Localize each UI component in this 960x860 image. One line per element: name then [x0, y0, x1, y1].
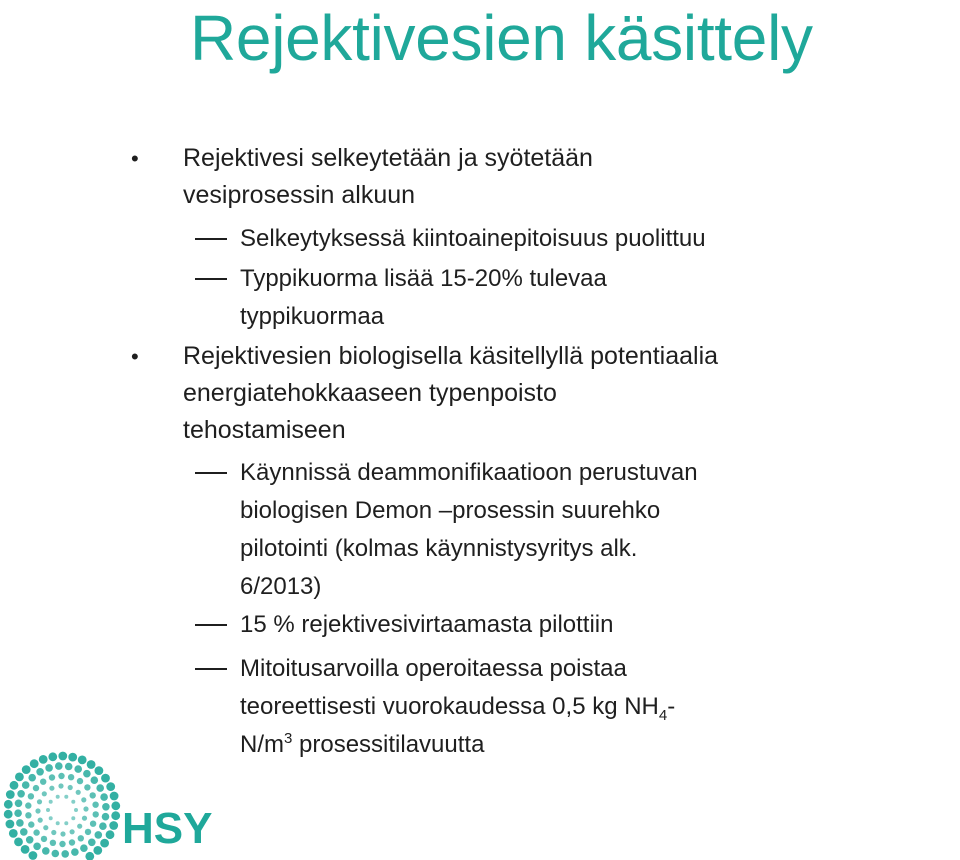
logo-dot — [95, 831, 103, 839]
logo-dot — [45, 764, 53, 772]
logo-dot — [61, 850, 69, 858]
logo-dot — [56, 795, 60, 799]
logo-dot — [52, 850, 60, 858]
dash-marker — [195, 278, 227, 280]
logo-dot — [65, 763, 73, 771]
logo-dot — [42, 847, 50, 855]
logo-dot — [9, 829, 18, 838]
logo-dot — [60, 831, 65, 836]
logo-dot — [55, 762, 63, 770]
logo-dot — [109, 821, 118, 830]
logo-dot — [78, 835, 84, 841]
bullet-item — [131, 140, 593, 214]
text-fragment: N/m — [240, 731, 284, 758]
logo-dot — [82, 816, 87, 821]
dash-marker — [195, 668, 227, 670]
logo-dot — [81, 797, 86, 802]
logo-dot — [64, 795, 68, 799]
logo-dot — [58, 783, 63, 788]
sub-bullet-item — [240, 260, 607, 336]
logo-dot — [83, 806, 88, 811]
logo-dot — [49, 774, 55, 780]
text-fragment: prosessitilavuutta — [292, 731, 485, 758]
logo-dot — [38, 818, 43, 823]
superscript: 3 — [284, 730, 293, 747]
logo-dot — [41, 836, 47, 842]
logo-dot — [69, 839, 75, 845]
bullet-line: Rejektivesien biologisella käsitellyllä potentiaalia — [183, 342, 719, 370]
logo-dot — [25, 812, 31, 818]
logo-dot — [10, 781, 19, 790]
sub-bullet-line: typpikuormaa — [240, 303, 385, 330]
logo-dot — [95, 766, 104, 775]
dash-marker — [195, 238, 227, 240]
logo-dot — [43, 825, 48, 830]
logo-dot — [91, 776, 99, 784]
logo-dot — [64, 821, 68, 825]
logo-dot — [74, 808, 78, 812]
logo-dot — [56, 821, 60, 825]
logo-dot — [88, 839, 96, 847]
text-fragment: teoreettisesti vuorokaudessa 0,5 kg NH — [240, 693, 659, 720]
logo-dot — [100, 839, 109, 848]
logo-dot — [106, 830, 115, 839]
sub-bullet-line: pilotointi (kolmas käynnistysyritys alk. — [240, 535, 638, 562]
logo-dot — [90, 821, 96, 827]
logo-dot — [78, 756, 87, 765]
sub-bullet-line: Mitoitusarvoilla operoitaessa poistaa — [240, 655, 627, 682]
logo-dot — [85, 852, 94, 860]
logo-dot — [20, 828, 28, 836]
bullet-item — [131, 338, 719, 449]
logo-dot — [15, 773, 24, 782]
sub-bullet-line: biologisen Demon –prosessin suurehko — [240, 497, 661, 524]
sub-bullet-line: Käynnissä deammonifikaatioon perustuvan — [240, 459, 698, 486]
logo-dot — [22, 781, 30, 789]
sub-bullet-line: Selkeytyksessä kiintoainepitoisuus puolittuu — [240, 225, 706, 252]
logo-dot — [14, 809, 22, 817]
bullet-line: Rejektivesi selkeytetään ja syötetään — [183, 144, 593, 172]
logo-dot — [14, 838, 23, 847]
bullet-marker: • — [131, 146, 139, 171]
bullet-line: energiatehokkaaseen typenpoisto — [183, 379, 557, 407]
sub-bullet-item — [240, 454, 698, 606]
logo-dot — [49, 786, 54, 791]
logo-dot — [106, 782, 115, 791]
logo-dot — [5, 820, 14, 829]
sub-bullet-line — [240, 688, 675, 726]
logo-dot — [77, 778, 83, 784]
logo-dot — [28, 793, 34, 799]
slide-title: Rejektivesien käsittely — [190, 2, 813, 74]
logo-dot — [71, 848, 79, 856]
logo-dot — [49, 816, 53, 820]
logo-dot — [33, 785, 39, 791]
sub-bullet-line: 6/2013) — [240, 573, 322, 600]
logo-dot — [92, 802, 98, 808]
logo-dot — [50, 840, 56, 846]
logo-dot — [68, 785, 73, 790]
logo-dot — [28, 774, 36, 782]
logo-text: HSY — [122, 804, 213, 853]
logo-dot — [99, 822, 107, 830]
dash-marker — [195, 472, 227, 474]
sub-bullet-line: Typpikuorma lisää 15-20% tulevaa — [240, 265, 607, 292]
logo-dot — [51, 830, 56, 835]
logo-dot — [26, 836, 34, 844]
sub-bullet-item — [240, 606, 614, 644]
logo-dot — [17, 790, 25, 798]
logo-dot — [6, 790, 15, 799]
logo-dot — [96, 784, 104, 792]
sub-bullet-item — [240, 220, 706, 258]
logo-dot — [25, 802, 31, 808]
sub-bullet-item — [240, 650, 675, 764]
logo-dot — [71, 800, 75, 804]
logo-dot — [39, 755, 48, 764]
bullet-line: tehostamiseen — [183, 416, 346, 444]
logo-dot — [74, 765, 82, 773]
logo-dot — [71, 816, 75, 820]
dash-marker — [195, 624, 227, 626]
logo-dot — [4, 800, 13, 809]
logo-dot — [28, 821, 34, 827]
logo-dot — [70, 829, 75, 834]
logo-dot — [76, 790, 81, 795]
logo-dot — [93, 846, 102, 855]
hsy-logo — [0, 738, 220, 860]
logo-dot — [102, 813, 110, 821]
logo-dot — [15, 800, 23, 808]
sub-bullet-line: 15 % rejektivesivirtaamasta pilottiin — [240, 611, 614, 638]
logo-dot — [93, 811, 99, 817]
logo-dot — [68, 774, 74, 780]
logo-dot — [80, 844, 88, 852]
logo-dot — [110, 792, 119, 801]
logo-dot — [29, 851, 38, 860]
logo-dot — [48, 752, 57, 761]
logo-dot — [90, 792, 96, 798]
logo-dot — [49, 800, 53, 804]
logo-dot — [16, 819, 24, 827]
logo-dot — [4, 810, 13, 819]
subscript: 4 — [658, 706, 668, 724]
logo-dot — [58, 773, 64, 779]
logo-dot — [77, 824, 82, 829]
text-fragment: - — [667, 693, 676, 720]
logo-dot — [101, 774, 110, 783]
bullet-line: vesiprosessin alkuun — [183, 181, 416, 209]
logo-dot — [36, 768, 44, 776]
logo-dot — [35, 808, 40, 813]
logo-dots — [4, 752, 120, 860]
logo-dot — [59, 841, 65, 847]
logo-dot — [85, 829, 91, 835]
logo-dot — [37, 799, 42, 804]
logo-dot — [87, 760, 96, 769]
logo-dot — [111, 811, 120, 820]
logo-dot — [102, 803, 110, 811]
logo-dot — [111, 801, 120, 810]
logo-dot — [30, 759, 39, 768]
logo-dot — [68, 753, 77, 762]
logo-dot — [83, 770, 91, 778]
logo-dot — [84, 784, 90, 790]
logo-dot — [40, 779, 46, 785]
sub-bullet-line — [240, 726, 675, 764]
logo-dot — [33, 843, 41, 851]
logo-dot — [42, 791, 47, 796]
logo-dot — [46, 808, 50, 812]
bullet-marker: • — [131, 344, 139, 369]
logo-dot — [21, 845, 30, 854]
logo-dot — [33, 829, 39, 835]
logo-dot — [100, 793, 108, 801]
logo-dot — [58, 752, 67, 761]
logo-dot — [22, 765, 31, 774]
